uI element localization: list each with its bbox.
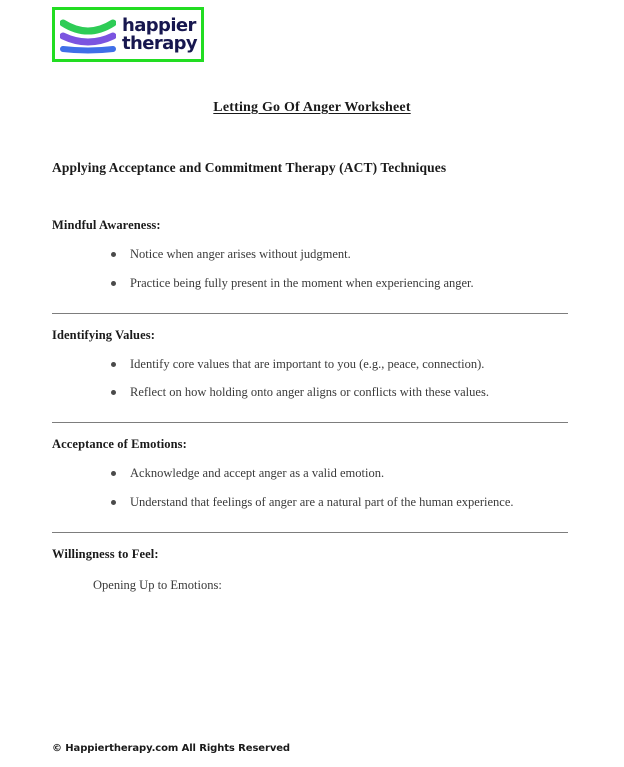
list-item-label: Identify core values that are important to you (e.g., peace, connection). <box>130 356 485 371</box>
list-item <box>130 371 584 400</box>
list-item-label: Acknowledge and accept anger as a valid emotion. <box>130 466 385 480</box>
worksheet-section <box>0 423 624 533</box>
bullet-dot-icon <box>111 362 116 367</box>
bullet-dot-icon <box>111 500 116 505</box>
section-bullet-list <box>0 343 624 401</box>
worksheet-section <box>0 314 624 424</box>
list-item <box>130 481 584 510</box>
bullet-dot-icon <box>111 281 116 286</box>
document-subtitle: Applying Acceptance and Commitment Therapy (ACT) Techniques <box>52 160 447 175</box>
bullet-dot-icon <box>111 390 116 395</box>
list-item <box>130 262 584 291</box>
section-heading: Mindful Awareness: <box>52 218 161 232</box>
logo-wordmark <box>122 14 198 54</box>
list-item-label: Practice being fully present in the moment when experiencing anger. <box>130 275 474 290</box>
worksheet-sections <box>0 204 624 592</box>
happier-therapy-logo-icon <box>60 13 116 57</box>
bullet-dot-icon <box>111 471 116 476</box>
subsection-label: Opening Up to Emotions: <box>93 577 222 592</box>
section-heading: Identifying Values: <box>52 327 155 342</box>
worksheet-section <box>0 204 624 314</box>
logo-wordmark-line-2: therapy <box>122 32 198 54</box>
section-heading: Acceptance of Emotions: <box>52 437 187 451</box>
list-item-label: Reflect on how holding onto anger aligns or conflicts with these values. <box>130 385 489 400</box>
list-item-label: Notice when anger arises without judgment. <box>130 247 351 261</box>
page-title: Letting Go Of Anger Worksheet <box>213 100 411 115</box>
footer-copyright: © Happiertherapy.com All Rights Reserved <box>52 743 290 754</box>
worksheet-section <box>0 533 624 593</box>
section-bullet-list <box>0 452 624 510</box>
section-heading: Willingness to Feel: <box>52 546 159 561</box>
logo-wordmark-line-1: happier <box>122 14 196 36</box>
bullet-dot-icon <box>111 252 116 257</box>
list-item-label: Understand that feelings of anger are a natural part of the human experience. <box>130 494 514 509</box>
list-item <box>130 343 584 372</box>
brand-logo <box>52 7 204 62</box>
section-bullet-list <box>0 233 624 291</box>
list-item <box>130 233 584 262</box>
list-item <box>130 452 584 481</box>
